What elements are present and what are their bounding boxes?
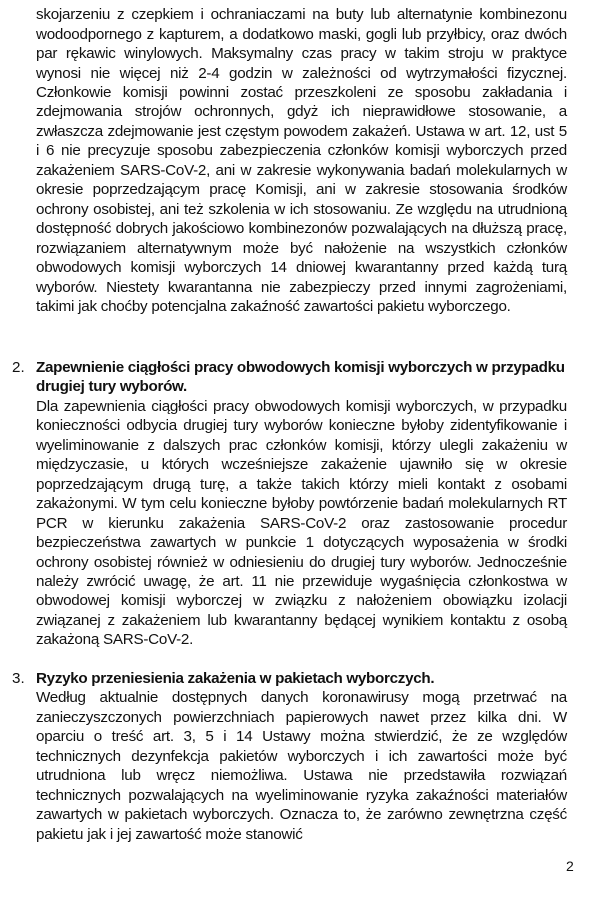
list-item-2: [12, 358, 567, 650]
section-heading: Ryzyko przeniesienia zakażenia w pakietach wyborczych.: [36, 670, 435, 687]
intro-paragraph: skojarzeniu z czepkiem i ochraniaczami na buty lub alternatynie kombinezonu wodoodpornego z kapturem, a dodatkowo maski, gogli lub przyłbicy, oraz dwóch par rękawic winylowych. Maksymalny czas pracy w takim stroju w praktyce wynosi nie więcej niż 2-4 godzin w zależności od wytrzymałości fizycznej. Członkowie komisji powinni zostać przeszkoleni ze sposobu zakładania i zdejmowania strojów ochronnych, gdyż ich nieprawidłowe stosowanie, a zwłaszcza zdejmowanie jest częstym powodem zakażeń. Ustawa w art. 12, ust 5 i 6 nie precyzuje sposobu zabezpieczenia członków komisji wyborczych przed zakażeniem SARS-CoV-2, ani w zakresie wykonywania badań molekularnych w okresie poprzedzającym pracę Komisji, ani w zakresie stosowania środków ochrony osobistej, ani też szkolenia w ich stosowaniu. Ze względu na utrudnioną dostępność dobrych jakościowo kombinezonów pozwalających na dłuższą pracę, rozwiązaniem alternatywnym może być nałożenie na wszystkich członków obwodowych komisji wyborczych 14 dniowej kwarantanny przed każdą turą wyborów. Niestety kwarantanna nie zabezpieczy przed innymi zagrożeniami, takimi jak choćby potencjalna zakaźność zawartości pakietu wyborczego.: [36, 6, 567, 315]
list-number: 3.: [12, 670, 25, 687]
page-number: 2: [566, 858, 574, 874]
list-item-3: [12, 669, 567, 844]
list-number: 2.: [12, 359, 25, 376]
section-body: Według aktualnie dostępnych danych koronawirusy mogą przetrwać na zanieczyszczonych powierzchniach papierowych nawet przez kilka dni. W oparciu o treść art. 3, 5 i 14 Ustawy można stwierdzić, że ze względów technicznych dezynfekcja pakietów wyborczych i ich zawartości może być utrudniona lub wręcz niemożliwa. Ustawa nie przedstawiła rozwiązań technicznych pozwalających na wyeliminowanie ryzyka zakaźności materiałów zawartych w pakietach wyborczych. Oznacza to, że zarówno zewnętrzna część pakietu jak i jej zawartość może stanowić: [36, 689, 567, 843]
section-heading: Zapewnienie ciągłości pracy obwodowych komisji wyborczych w przypadku drugiej tury wyborów.: [36, 359, 565, 396]
section-body: Dla zapewnienia ciągłości pracy obwodowych komisji wyborczych, w przypadku konieczności odbycia drugiej tury wyborów konieczne byłoby zidentyfikowanie i wyeliminowanie z dalszych prac członków komisji, którzy ulegli zakażeniu w międzyczasie, u których wcześniejsze zakażenie ujawniło się w okresie poprzedzającym drugą turę, a także takich którzy mieli kontakt z osobami zakażonymi. W tym celu konieczne byłoby powtórzenie badań molekularnych RT PCR w kierunku zakażenia SARS-CoV-2 oraz zastosowanie procedur bezpieczeństwa zawartych w punkcie 1 dotyczących wyposażenia w środki ochrony osobistej również w odniesieniu do drugiej tury wyborów. Jednocześnie należy zwrócić uwagę, że art. 11 nie przewiduje wygaśnięcia członkostwa w obwodowej komisji wyborczej w związku z nałożeniem obowiązku izolacji związanej z zakażeniem lub kwarantanny będącej wynikiem kontaktu z osobą zakażoną SARS-CoV-2.: [36, 397, 567, 649]
